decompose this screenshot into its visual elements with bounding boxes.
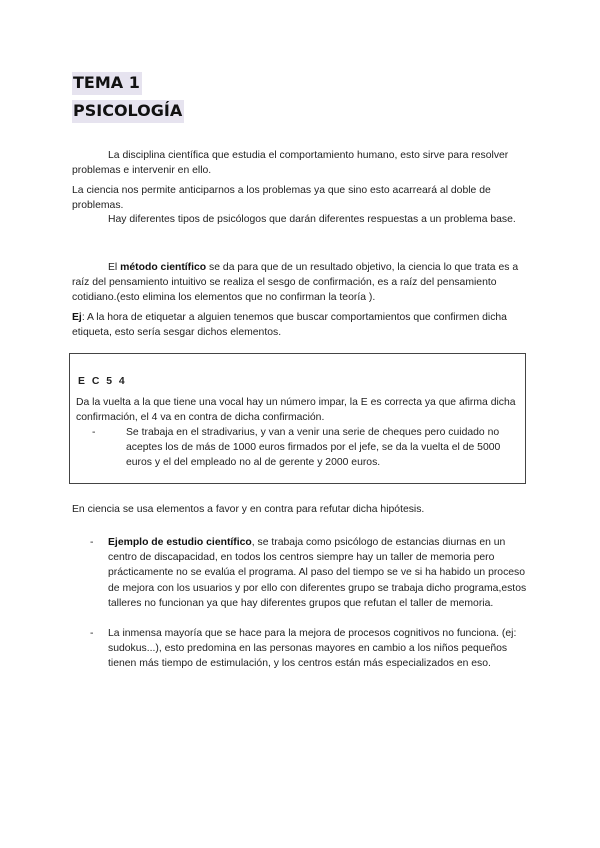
- bullet-body: , se trabaja como psicólogo de estancias diurnas en un centro de discapacidad, en todos los centros siempre hay un taller de memoria pero prácticamente no se evalúa el programa. Al paso del tiempo se ve si ha habido un proceso de mejora con los usuarios y por ello con diferentes grupo se trabaja dicho programa,estos talleres no funcionan ya que hay diferentes grupos que refutan el taller de memoria.: [108, 537, 527, 609]
- box-bullet-text: Se trabaja en el stradivarius, y van a venir una serie de cheques pero cuidado no aceptes los de más de 1000 euros firmados por el jefe, se da la vuelta el de 5000 euros y el del empleado no al de gerente y 2000 euros.: [126, 427, 501, 469]
- paragraph-scientific-method: [72, 260, 528, 306]
- bullet-bold: Ejemplo de estudio científico: [108, 537, 252, 548]
- document-subtitle: PSICOLOGÍA: [72, 100, 184, 123]
- document-title: TEMA 1: [72, 72, 142, 95]
- box-bullet: [92, 425, 512, 471]
- list-item: [90, 626, 530, 672]
- bullet-body: La inmensa mayoría que se hace para la mejora de procesos cognitivos no funciona. (ej: sudokus...), esto predomina en las personas mayores en cambio a los niños pequeños tienen más tiempo de estimulación, y los centros están más especializados en eso.: [108, 628, 517, 670]
- bullet-text: [108, 626, 530, 672]
- paragraph-hypothesis: En ciencia se usa elementos a favor y en contra para refutar dicha hipótesis.: [72, 504, 425, 515]
- box-text: Da la vuelta a la que tiene una vocal hay un número impar, la E es correcta ya que afirma dicha confirmación, el 4 va en contra de dicha confirmación.: [76, 397, 516, 424]
- bullet-text: [108, 535, 530, 611]
- paragraph-anticipation: La ciencia nos permite anticiparnos a los problemas ya que sino esto acarreará al doble de problemas.: [72, 185, 491, 212]
- bullet-dash: -: [90, 628, 94, 639]
- example-box: [69, 353, 526, 484]
- bullet-dash: -: [90, 537, 94, 548]
- paragraph-definition: La disciplina científica que estudia el comportamiento humano, esto sirve para resolver problemas e intervenir en ello.: [72, 150, 509, 177]
- list-item: [90, 535, 530, 611]
- box-bullet-dash: -: [92, 427, 96, 438]
- paragraph-psychologist-types: Hay diferentes tipos de psicólogos que darán diferentes respuestas a un problema base.: [108, 214, 516, 225]
- p5-post: : A la hora de etiquetar a alguien tenemos que buscar comportamientos que confirmen dicha etiqueta, esto sería sesgar dichos elementos.: [72, 312, 507, 339]
- p4-bold: método científico: [120, 262, 207, 273]
- p5-bold: Ej: [72, 312, 82, 323]
- paragraph-example: [72, 310, 528, 340]
- p4-pre: El: [108, 262, 121, 273]
- p4-post: se da para que de un resultado objetivo, la ciencia lo que trata es a raíz del pensamiento intuitivo se realiza el sesgo de confirmación, es a raíz del pensamiento cotidiano.(esto elimina los elementos que no confirman la teoría ).: [72, 262, 519, 304]
- box-title: E C 5 4: [78, 376, 127, 387]
